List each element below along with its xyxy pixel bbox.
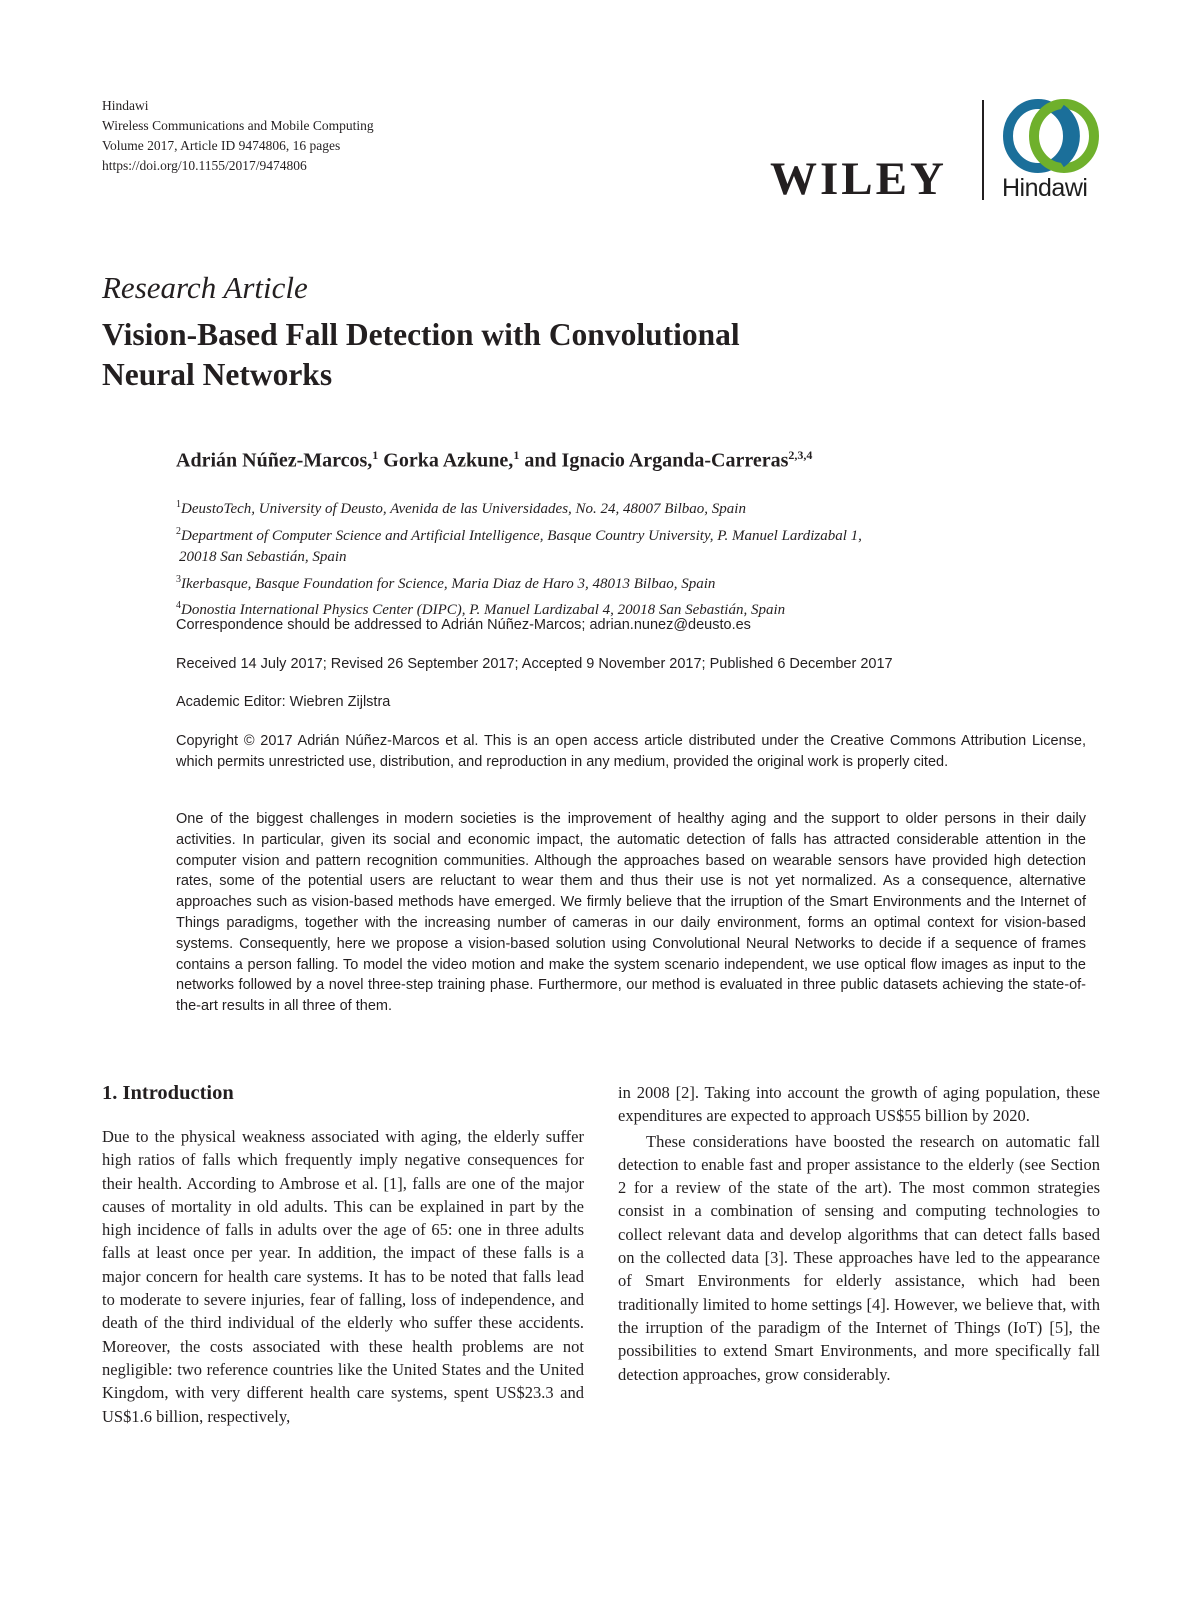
affiliation-item: $^2$Department of Computer Science and Artificial Intelligence, Basque Country University, P. Manuel Lardizabal 1,	[176, 525, 862, 544]
author-name: Gorka Azkune,	[383, 449, 514, 472]
publisher-name: Hindawi	[102, 98, 149, 113]
affiliations	[176, 494, 1076, 622]
article-type: Research Article	[102, 270, 308, 305]
author-name: Adrián Núñez-Marcos,	[176, 449, 373, 472]
body-paragraph: Due to the physical weakness associated with aging, the elderly suffer high ratios of falls which frequently imply negative consequences for their health. According to Ambrose et al. [1], falls are one of the major causes of mortality in old adults. This can be explained in part by the high incidence of falls in adults over the age of 65: one in three adults falls at least once per year. In addition, the impact of these falls is a major concern for health care systems. It has to be noted that falls lead to moderate to severe injuries, fear of falling, loss of independence, and death of the third individual of the elderly who suffer these accidents. Moreover, the costs associated with these health problems are not negligible: two reference countries like the United States and the United Kingdom, with very different health care systems, spent US$23.3 and US$1.6 billion, respectively,	[102, 1127, 584, 1426]
publication-dates: Received 14 July 2017; Revised 26 September 2017; Accepted 9 November 2017; Published 6 December 2017	[176, 656, 893, 672]
logo-divider	[982, 100, 984, 200]
section-heading: 1. Introduction	[102, 1082, 234, 1104]
publisher-logos	[770, 96, 1110, 204]
hindawi-logo-text: Hindawi	[1002, 174, 1088, 202]
abstract: One of the biggest challenges in modern societies is the improvement of healthy aging and the support to older persons in their daily activities. In particular, given its social and economic impact, the automatic detection of falls has attracted considerable attention in the computer vision and pattern recognition communities. Although the approaches based on wearable sensors have provided high detection rates, some of the potential users are reluctant to wear them and thus their use is not yet normalized. As a consequence, alternative approaches such as vision-based methods have emerged. We firmly believe that the irruption of the Smart Environments and the Internet of Things paradigms, together with the increasing number of cameras in our daily environment, forms an optimal context for vision-based systems. Consequently, here we propose a vision-based solution using Convolutional Neural Networks to decide if a sequence of frames contains a person falling. To model the video motion and make the system scenario independent, we use optical flow images as input to the networks followed by a novel three-step training phase. Furthermore, our method is evaluated in three public datasets achieving the state-of-the-art results in all three of them.	[176, 811, 1086, 1015]
title-line-1: Vision-Based Fall Detection with Convolutional	[102, 317, 740, 352]
doi-link[interactable]: https://doi.org/10.1155/2017/9474806	[102, 158, 307, 173]
volume-info: Volume 2017, Article ID 9474806, 16 pages	[102, 138, 341, 153]
body-paragraph: These considerations have boosted the research on automatic fall detection to enable fast and proper assistance to the elderly (see Section 2 for a review of the state of the art). The most common strategies consist in a combination of sensing and computing technologies to collect relevant data and develop algorithms that can detect falls based on the collected data [3]. These approaches have led to the appearance of Smart Environments for elderly assistance, which had been traditionally limited to home settings [4]. However, we believe that, with the irruption of the paradigm of the Internet of Things (IoT) [5], the possibilities to extend Smart Environments, and more specifically fall detection approaches, grow considerably.	[618, 1131, 1100, 1384]
journal-meta	[102, 96, 374, 176]
affiliation-item: $^1$DeustoTech, University of Deusto, Avenida de las Universidades, No. 24, 48007 Bilbao, Spain	[176, 499, 746, 517]
affiliation-item: $^3$Ikerbasque, Basque Foundation for Science, Maria Diaz de Haro 3, 48013 Bilbao, Spain	[176, 573, 716, 592]
article-title	[102, 315, 1002, 395]
academic-editor: Academic Editor: Wiebren Zijlstra	[176, 694, 391, 710]
affiliation-item: $^4$Donostia International Physics Center (DIPC), P. Manuel Lardizabal 4, 20018 San Sebastián, Spain	[176, 600, 786, 618]
body-column-left	[102, 1125, 584, 1428]
title-line-2: Neural Networks	[102, 357, 333, 392]
author-affil-sup: 2,3,4	[788, 448, 813, 462]
author-list	[176, 448, 812, 473]
wiley-logo: WILEY	[770, 153, 947, 205]
correspondence: Correspondence should be addressed to Adrián Núñez-Marcos; adrian.nunez@deusto.es	[176, 617, 751, 633]
author-name: and Ignacio Arganda-Carreras	[524, 449, 789, 472]
author-affil-sup: 1	[372, 448, 379, 462]
copyright-notice: Copyright © 2017 Adrián Núñez-Marcos et al. This is an open access article distributed under the Creative Commons Attribution License, which permits unrestricted use, distribution, and reproduction in any medium, provided the original work is properly cited.	[176, 733, 1086, 770]
body-paragraph: in 2008 [2]. Taking into account the growth of aging population, these expenditures are expected to approach US$55 billion by 2020.	[618, 1083, 1100, 1126]
author-affil-sup: 1	[513, 448, 520, 462]
body-column-right	[618, 1081, 1100, 1386]
affiliation-continuation: 20018 San Sebastián, Spain	[179, 549, 347, 565]
journal-name: Wireless Communications and Mobile Computing	[102, 118, 374, 133]
